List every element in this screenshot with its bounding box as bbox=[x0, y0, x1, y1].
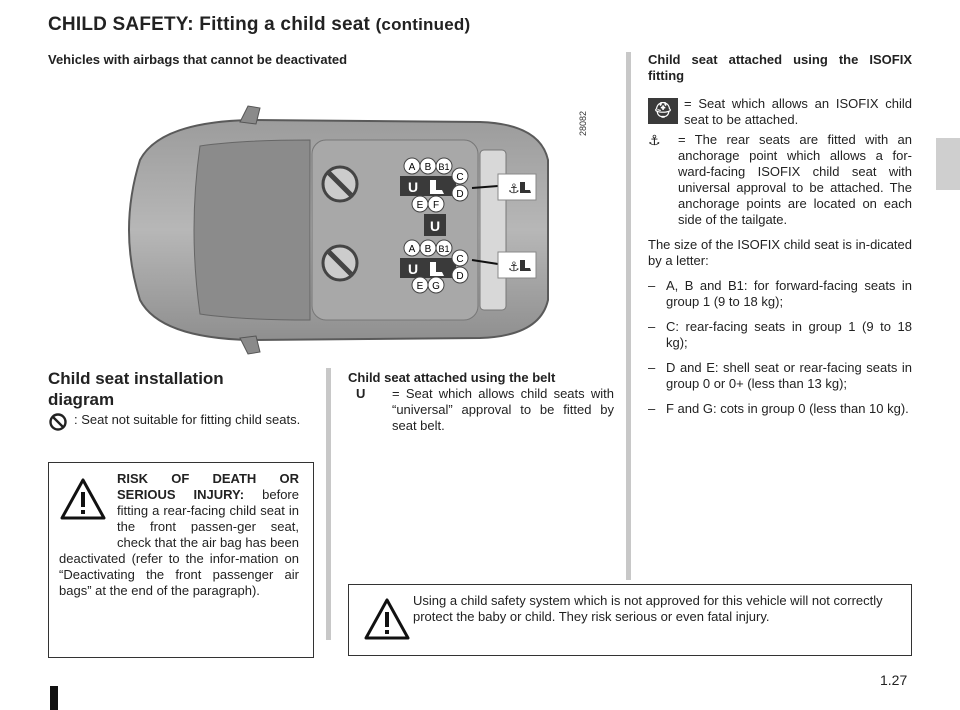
warning-triangle-icon bbox=[363, 597, 411, 641]
list-item: – D and E: shell seat or rear-facing seats in group 0 or 0+ (less than 13 kg); bbox=[648, 360, 912, 391]
page-number: 1.27 bbox=[880, 672, 908, 688]
risk-warning-box bbox=[48, 462, 314, 658]
list-item: – A, B and B1: for forward-facing seats in group 1 (9 to 18 kg); bbox=[648, 278, 912, 309]
list-item-text: F and G: cots in group 0 (less than 10 kg). bbox=[666, 401, 909, 416]
page-title-main: CHILD SAFETY: Fitting a child seat bbox=[48, 14, 371, 35]
chapter-tab bbox=[936, 138, 960, 190]
label-e: E bbox=[416, 200, 424, 211]
page-title-suffix: (continued) bbox=[375, 15, 471, 34]
not-suitable-text: : Seat not suitable for fitting child seats. bbox=[74, 412, 301, 427]
belt-u-label: U bbox=[356, 386, 366, 401]
list-item: – F and G: cots in group 0 (less than 10 kg). bbox=[648, 401, 909, 416]
column-divider bbox=[626, 52, 631, 580]
belt-u-text: = Seat which allows child seats with “universal” approval to be fitted by seat belt. bbox=[392, 386, 614, 433]
isofix-seat-line bbox=[648, 96, 912, 128]
approval-warning-box bbox=[348, 584, 912, 656]
isofix-anchor-line bbox=[648, 132, 912, 228]
windscreen bbox=[194, 140, 310, 320]
belt-section bbox=[348, 370, 614, 434]
label-u: U bbox=[429, 218, 441, 234]
column-divider bbox=[326, 368, 331, 640]
label-d: D bbox=[456, 271, 464, 282]
list-item: – C: rear-facing seats in group 1 (9 to 18 kg); bbox=[648, 319, 912, 350]
car-seat-diagram bbox=[100, 100, 600, 360]
section-subtitle: Vehicles with airbags that cannot be deactivated bbox=[48, 52, 348, 67]
list-item-text: C: rear-facing seats in group 1 (9 to 18 kg); bbox=[666, 319, 912, 350]
isofix-size-intro: The size of the ISOFIX child seat is in-dicated by a letter: bbox=[648, 237, 912, 268]
right-mirror bbox=[240, 336, 260, 354]
belt-u-line bbox=[348, 386, 614, 434]
label-b1: B1 bbox=[438, 244, 450, 254]
page-title bbox=[48, 14, 470, 36]
label-a: A bbox=[408, 162, 416, 173]
not-suitable-note bbox=[48, 412, 312, 428]
label-u: U bbox=[407, 179, 419, 195]
list-item-text: A, B and B1: for forward-facing seats in group 1 (9 to 18 kg); bbox=[666, 278, 912, 309]
isofix-line1: = Seat which allows an ISOFIX child seat to be attached. bbox=[684, 96, 912, 127]
svg-text:⚓: ⚓ bbox=[508, 259, 520, 274]
label-g: G bbox=[432, 281, 440, 292]
label-c: C bbox=[456, 254, 464, 265]
isofix-section bbox=[648, 52, 912, 417]
isofix-anchor-icon: ⚓ bbox=[648, 132, 661, 148]
label-c: C bbox=[456, 172, 464, 183]
label-a: A bbox=[408, 244, 416, 255]
isofix-line2: = The rear seats are fitted with an anchorage point which allows a for-ward-facing ISOFIX child seat with universal approval to be attached. The anchorage points are located on each side of the tailgate. bbox=[678, 132, 912, 227]
label-u: U bbox=[407, 261, 419, 277]
risk-warning-body: before fitting a rear-facing child seat in the front passen-ger seat, check that the air bag has been deactivated (refer to the infor-mation on “Deactivating the front passenger air bags” at the end of the paragraph). bbox=[59, 487, 299, 598]
label-e: E bbox=[416, 281, 424, 292]
risk-warning-bold: RISK OF DEATH OR SERIOUS INJURY: bbox=[117, 471, 299, 502]
prohibited-icon bbox=[48, 412, 68, 432]
page-marker bbox=[50, 686, 58, 710]
rear-middle-seat-label bbox=[424, 214, 446, 236]
label-f: F bbox=[432, 200, 440, 211]
front-seat-prohibited-icon bbox=[323, 246, 357, 280]
label-b1: B1 bbox=[438, 162, 450, 172]
isofix-seat-icon: ⛑ bbox=[648, 98, 678, 124]
left-mirror bbox=[240, 106, 260, 124]
belt-heading: Child seat attached using the belt bbox=[348, 370, 556, 385]
risk-warning-text bbox=[59, 471, 299, 599]
isofix-heading: Child seat attached using the ISOFIX fitting bbox=[648, 52, 912, 83]
label-b: B bbox=[424, 162, 432, 173]
installation-heading: Child seat installation diagram bbox=[48, 369, 224, 409]
approval-warning-text: Using a child safety system which is not approved for this vehicle will not correctly protect the baby or child. They risk serious or even fatal injury. bbox=[413, 593, 883, 624]
label-b: B bbox=[424, 244, 432, 255]
figure-ref: 28082 bbox=[578, 110, 588, 136]
svg-text:⚓: ⚓ bbox=[508, 181, 520, 196]
label-d: D bbox=[456, 189, 464, 200]
list-item-text: D and E: shell seat or rear-facing seats in group 0 or 0+ (less than 13 kg); bbox=[666, 360, 912, 391]
front-seat-prohibited-icon bbox=[323, 167, 357, 201]
